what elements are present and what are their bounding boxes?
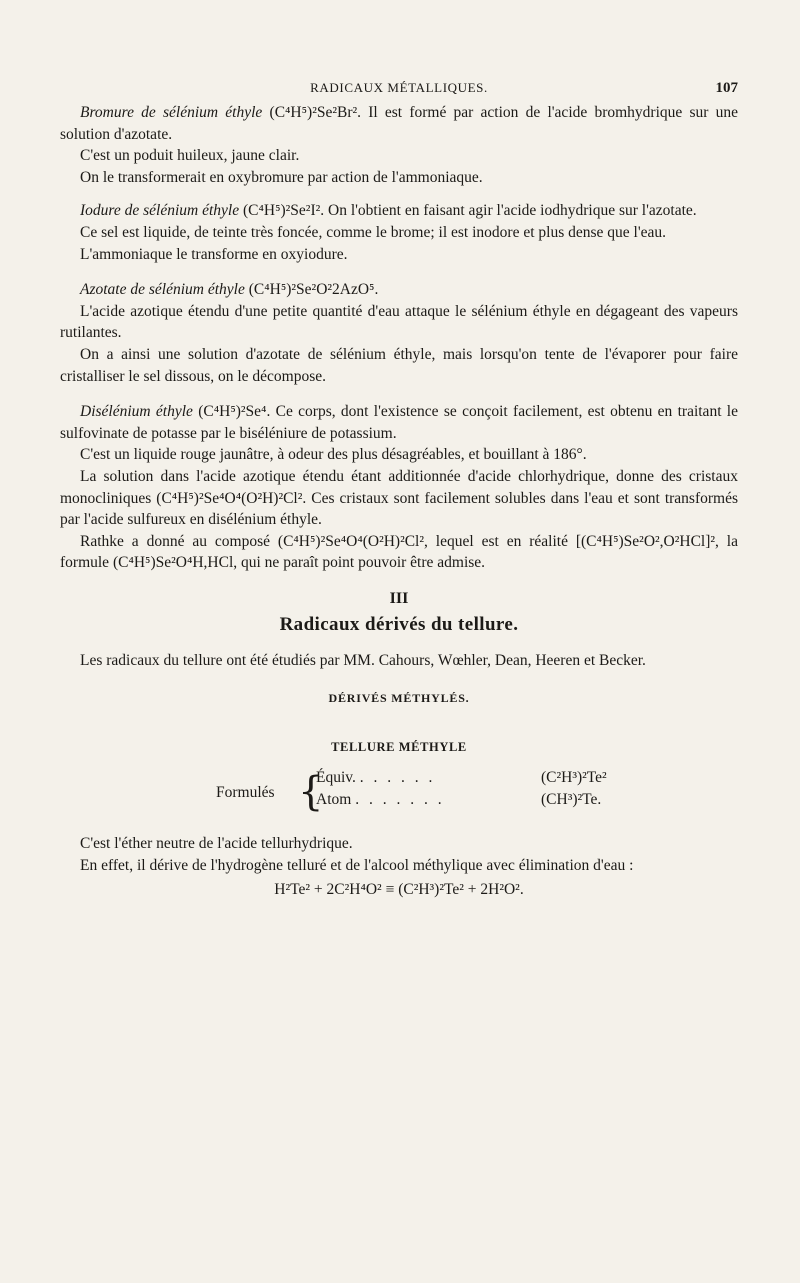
compound-formula: (C⁴H⁵)²Se²Br². — [269, 104, 362, 121]
compound-title: Iodure de sélénium éthyle — [80, 202, 240, 220]
formula-row-dots: . . . . . . — [359, 769, 436, 787]
formula-row-label: Équiv. — [316, 769, 356, 787]
paragraph-azotate-title — [60, 279, 738, 301]
paragraph: En effet, il dérive de l'hydrogène telluré et de l'alcool méthylique avec élimination d'eau : — [80, 857, 634, 875]
paragraph: Les radicaux du tellure ont été étudiés par MM. Cahours, Wœhler, Dean, Heeren et Becker. — [80, 651, 646, 669]
subheading-tellure-methyle: TELLURE MÉTHYLE — [331, 740, 467, 755]
paragraph: C'est un liquide rouge jaunâtre, à odeur des plus désagréables, et bouillant à 186°. — [80, 446, 587, 464]
paragraph-iodure — [60, 200, 738, 222]
compound-title: Bromure de sélénium éthyle — [80, 104, 263, 121]
paragraph: C'est l'éther neutre de l'acide tellurhydrique. — [80, 835, 353, 853]
formula-block — [60, 769, 738, 819]
paragraph-text: On l'obtient en faisant agir l'acide iodhydrique sur l'azotate. — [324, 202, 697, 220]
paragraph: L'ammoniaque le transforme en oxyiodure. — [80, 245, 348, 263]
paragraph: L'acide azotique étendu d'une petite quantité d'eau attaque le sélénium éthyle en dégageant des vapeurs rutilantes. — [60, 302, 738, 342]
brace: { — [298, 769, 324, 816]
subheading-derives: DÉRIVÉS MÉTHYLÉS. — [328, 691, 470, 706]
formula-row — [316, 769, 607, 787]
paragraph-bromure — [60, 102, 738, 145]
compound-formula: (C⁴H⁵)²Se⁴. — [198, 403, 271, 421]
paragraph-diselenium — [60, 401, 738, 444]
compound-title: Disélénium éthyle — [80, 403, 193, 421]
paragraph: Rathke a donné au composé (C⁴H⁵)²Se⁴O⁴(O²H)²Cl², lequel est en réalité [(C⁴H⁵)Se²O²,O²HCl]², la formule (C⁴H⁵)Se²O⁴H,HCl, qui ne paraît point pouvoir être admise. — [60, 532, 738, 572]
paragraph: Ce sel est liquide, de teinte très foncée, comme le brome; il est inodore et plus dense que l'eau. — [80, 223, 667, 241]
paragraph: C'est un poduit huileux, jaune clair. — [80, 147, 300, 165]
paragraph-text: Ce corps, dont l'existence se conçoit facilement, est obtenu en traitant le sulfovinate de potasse par le biséléniure de potassium. — [60, 403, 738, 442]
body-text — [60, 102, 738, 899]
paragraph-text: Il est formé par action de l'acide bromhydrique sur une solution d'azotate. — [60, 104, 739, 143]
formules-label: Formulés — [216, 784, 275, 802]
formula-row-dots: . . . . . . . — [355, 791, 445, 809]
formula-row-value: (C²H³)²Te² — [541, 769, 607, 787]
paragraph: La solution dans l'acide azotique étendu étant additionnée d'acide chlorhydrique, donne des cristaux monocliniques (C⁴H⁵)²Se⁴O⁴(O²H)²Cl². Ces cristaux sont facilement solubles dans l'eau et sont transformés par l'acide sulfureux en disélénium éthyle. — [60, 467, 738, 529]
compound-formula: (C⁴H⁵)²Se²I². — [242, 202, 325, 220]
equation: H²Te² + 2C²H⁴O² ≡ (C²H³)²Te² + 2H²O². — [274, 880, 524, 898]
page-number: 107 — [715, 80, 738, 96]
running-title: RADICAUX MÉTALLIQUES. — [310, 80, 488, 95]
page-header — [60, 80, 738, 102]
paragraph: On le transformerait en oxybromure par action de l'ammoniaque. — [80, 168, 483, 186]
formula-row-value: (CH³)²Te. — [541, 791, 602, 809]
formula-row-label: Atom — [316, 791, 352, 809]
section-number: III — [389, 589, 409, 607]
compound-title: Azotate de sélénium éthyle — [80, 281, 245, 299]
compound-formula: (C⁴H⁵)²Se²O²2AzO⁵. — [248, 281, 379, 299]
formula-row — [316, 791, 602, 809]
section-title: Radicaux dérivés du tellure. — [279, 613, 519, 635]
paragraph: On a ainsi une solution d'azotate de sélénium éthyle, mais lorsqu'on tente de l'évaporer pour faire cristalliser le sel dissous, on le décompose. — [60, 345, 738, 385]
